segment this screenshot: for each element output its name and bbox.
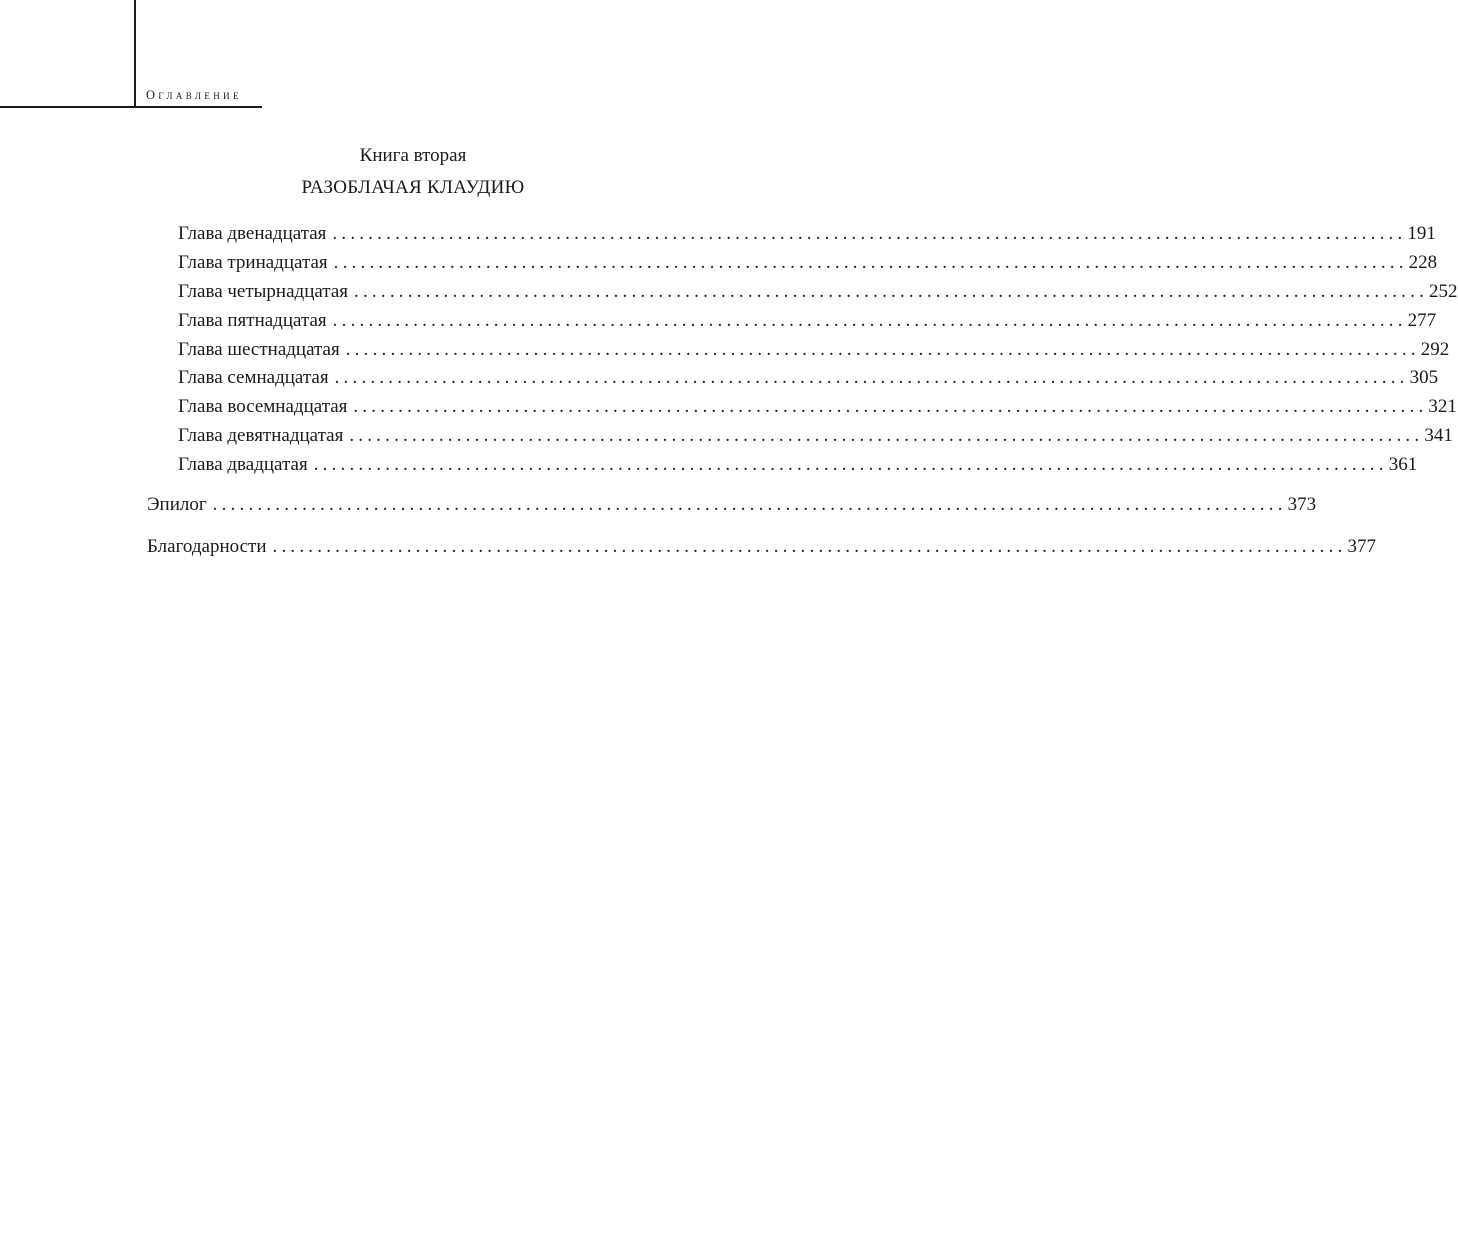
toc-entry-page: 377 bbox=[1347, 536, 1376, 557]
toc-entry-page: 191 bbox=[1407, 223, 1436, 244]
toc-entry-epilogue[interactable] bbox=[147, 493, 1317, 517]
dot-leader: ........................................................................................................................ bbox=[354, 281, 1429, 302]
running-head: Оглавление bbox=[146, 88, 242, 102]
header-horizontal-rule bbox=[0, 106, 262, 108]
dot-leader: ........................................................................................................................ bbox=[313, 454, 1388, 475]
toc-entry-label: Глава пятнадцатая bbox=[178, 310, 327, 331]
toc-entry-page: 321 bbox=[1428, 396, 1457, 417]
dot-leader: ........................................................................................................................ bbox=[353, 396, 1428, 417]
toc-entry-chapter-14[interactable] bbox=[178, 280, 1458, 304]
toc-entry-label: Глава двадцатая bbox=[178, 454, 308, 475]
toc-entry-label: Глава семнадцатая bbox=[178, 367, 329, 388]
toc-entry-label: Благодарности bbox=[147, 536, 267, 557]
toc-entry-label: Глава шестнадцатая bbox=[178, 339, 340, 360]
toc-entry-chapter-15[interactable] bbox=[178, 309, 1437, 333]
dot-leader: ........................................................................................................................ bbox=[345, 339, 1420, 360]
book-title: РАЗОБЛАЧАЯ КЛАУДИЮ bbox=[301, 177, 525, 198]
toc-entry-chapter-17[interactable] bbox=[178, 366, 1439, 390]
toc-entry-chapter-18[interactable] bbox=[178, 395, 1457, 419]
toc-entry-label: Глава восемнадцатая bbox=[178, 396, 348, 417]
dot-leader: ........................................................................................................................ bbox=[349, 425, 1424, 446]
dot-leader: ........................................................................................................................ bbox=[334, 367, 1409, 388]
toc-entry-page: 341 bbox=[1424, 425, 1453, 446]
toc-entry-chapter-13[interactable] bbox=[178, 251, 1438, 275]
dot-leader: ........................................................................................................................ bbox=[333, 252, 1408, 273]
toc-entry-page: 361 bbox=[1388, 454, 1418, 475]
toc-entry-page: 252 bbox=[1429, 281, 1458, 302]
dot-leader: ........................................................................................................................ bbox=[332, 223, 1407, 244]
toc-entry-page: 305 bbox=[1409, 367, 1439, 388]
book-label: Книга вторая bbox=[359, 145, 467, 166]
toc-entry-page: 277 bbox=[1407, 310, 1437, 331]
toc-entry-label: Глава девятнадцатая bbox=[178, 425, 344, 446]
toc-entry-chapter-12[interactable] bbox=[178, 222, 1436, 246]
toc-entry-chapter-19[interactable] bbox=[178, 424, 1453, 448]
toc-entry-page: 228 bbox=[1408, 252, 1438, 273]
dot-leader: ........................................................................................................................ bbox=[272, 536, 1347, 557]
dot-leader: ........................................................................................................................ bbox=[212, 494, 1287, 515]
toc-entry-chapter-16[interactable] bbox=[178, 338, 1450, 362]
toc-entry-page: 373 bbox=[1287, 494, 1317, 515]
toc-entry-acknowledgements[interactable] bbox=[147, 535, 1376, 559]
toc-entry-label: Глава двенадцатая bbox=[178, 223, 327, 244]
toc-entry-page: 292 bbox=[1420, 339, 1450, 360]
dot-leader: ........................................................................................................................ bbox=[332, 310, 1407, 331]
toc-entry-label: Эпилог bbox=[147, 494, 207, 515]
toc-entry-label: Глава четырнадцатая bbox=[178, 281, 349, 302]
toc-entry-chapter-20[interactable] bbox=[178, 453, 1418, 477]
header-vertical-rule bbox=[134, 0, 136, 108]
toc-entry-label: Глава тринадцатая bbox=[178, 252, 328, 273]
